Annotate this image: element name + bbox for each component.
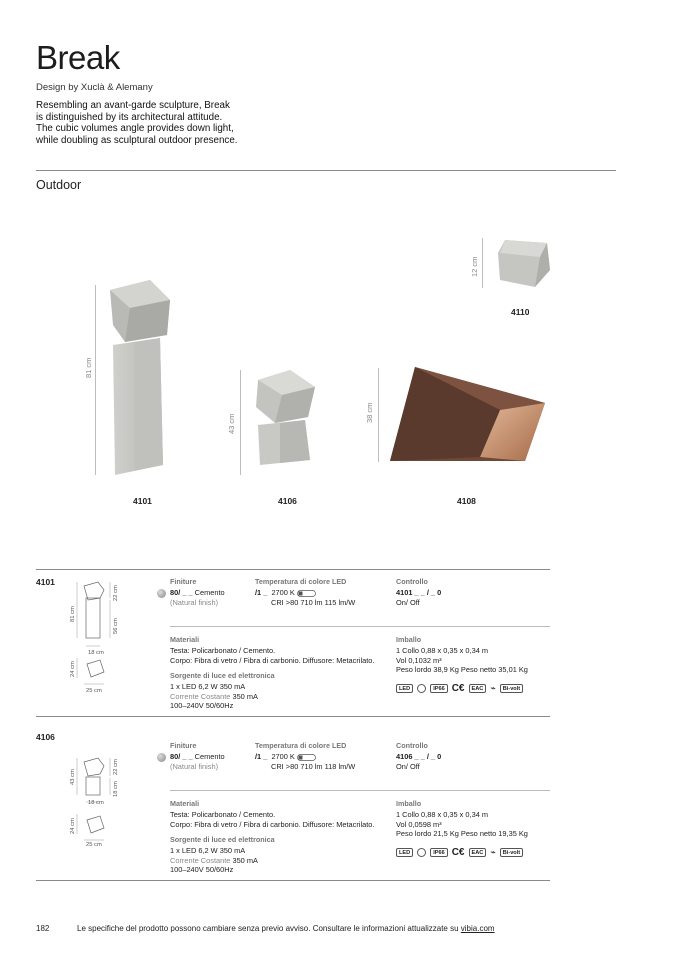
control-type: On/ Off [396, 598, 420, 607]
packaging-label: Imballo [396, 799, 422, 808]
finish-option [157, 752, 225, 762]
pack-line: 1 Collo 0,88 x 0,35 x 0,34 m [396, 810, 489, 819]
spec-divider [36, 716, 550, 717]
material-line: Corpo: Fibra di vetro / Fibra di carbonio. Diffusore: Metacrilato. [170, 655, 375, 665]
current-line [170, 692, 258, 702]
bivolt-badge: Bi-volt [500, 848, 523, 857]
globe-icon [417, 684, 426, 693]
materials-text [170, 810, 374, 829]
source-label: Sorgente di luce ed elettronica [170, 835, 275, 844]
height-label: 12 cm [470, 256, 479, 277]
finish-code: 80/ _ _ [170, 588, 193, 597]
led-strip-icon [297, 590, 321, 597]
color-temp [255, 752, 321, 762]
current-label: Corrente Costante [170, 691, 231, 701]
dim-head-width: 25 cm [86, 842, 102, 848]
description-line: Resembling an avant-garde sculpture, Break [36, 100, 230, 111]
product-description [36, 100, 296, 146]
ce-mark-icon: C€ [451, 847, 465, 859]
dim-head-height: 24 cm [70, 661, 76, 677]
cri-values: CRI >80 710 lm 118 lm/W [271, 762, 356, 771]
finish-note: (Natural finish) [170, 598, 219, 607]
control-code: 4106 _ _ / _ 0 [396, 752, 442, 761]
packaging-text [396, 646, 528, 675]
led-badge: LED [396, 684, 413, 693]
dim-body: 56 cm [113, 618, 119, 634]
ip-badge: IP66 [430, 684, 448, 693]
spec-inner-divider [170, 626, 550, 627]
ip-badge: IP66 [430, 848, 448, 857]
section-divider [36, 170, 616, 171]
eac-badge: EAC [469, 684, 487, 693]
color-temp-value: 2700 K [271, 752, 295, 761]
finish-label: Finiture [170, 577, 197, 586]
finish-name: Cemento [194, 588, 225, 597]
spec-divider [36, 880, 550, 881]
color-temp-label: Temperatura di colore LED [255, 577, 347, 586]
material-line: Corpo: Fibra di vetro / Fibra di carbonio. Diffusore: Metacrilato. [170, 819, 375, 829]
description-line: while doubling as sculptural outdoor presence. [36, 134, 238, 146]
materials-text [170, 646, 374, 665]
finish-option [157, 588, 225, 598]
dim-head: 22 cm [113, 759, 119, 775]
spec-code: 4101 [36, 577, 55, 587]
pack-line: Peso lordo 38,9 Kg Peso netto 35,01 Kg [396, 665, 528, 675]
voltage-line: 100–240V 50/60Hz [170, 701, 234, 711]
bivolt-badge: Bi-volt [500, 684, 523, 693]
footer-text: Le specifiche del prodotto possono cambiare senza previo avviso. Consultare le informazioni attualizzate su [77, 924, 459, 933]
eac-badge: EAC [469, 848, 487, 857]
source-text [170, 846, 258, 875]
spec-divider [36, 569, 550, 570]
control-type: On/ Off [396, 762, 420, 771]
footer-link[interactable]: vibia.com [460, 924, 495, 933]
material-line: Testa: Policarbonato / Cemento. [170, 810, 276, 819]
bollard-4106-image [250, 365, 320, 475]
bivolt-plug-icon: ⌁ [490, 847, 496, 858]
designer-credit: Design by Xuclà & Alemany [36, 82, 153, 93]
height-guide [482, 238, 483, 288]
product-code: 4108 [457, 496, 476, 506]
product-code: 4106 [278, 496, 297, 506]
height-label: 43 cm [227, 413, 236, 434]
section-title: Outdoor [36, 178, 82, 192]
product-code: 4101 [133, 496, 152, 506]
voltage-line: 100–240V 50/60Hz [170, 865, 234, 875]
cri-values: CRI >80 710 lm 115 lm/W [271, 598, 356, 607]
finish-swatch [157, 589, 166, 598]
finish-note: (Natural finish) [170, 762, 219, 771]
pack-line: Vol 0,1032 m³ [396, 655, 442, 665]
dim-total: 81 cm [70, 606, 76, 622]
spec-inner-divider [170, 790, 550, 791]
certification-badges [396, 680, 527, 698]
pack-line: Vol 0,0598 m³ [396, 819, 442, 829]
bivolt-plug-icon: ⌁ [490, 683, 496, 694]
description-line: The cubic volumes angle provides down light, [36, 123, 234, 135]
current-label: Corrente Costante [170, 855, 231, 865]
dim-width: 18 cm [88, 800, 104, 806]
materials-label: Materiali [170, 635, 200, 644]
description-line: is distinguished by its architectural attitude. [36, 111, 223, 123]
color-temp-code: /1 _ [255, 752, 268, 761]
color-temp-label: Temperatura di colore LED [255, 741, 347, 750]
height-guide [378, 368, 379, 462]
color-temp-code: /1 _ [255, 588, 268, 597]
page-number: 182 [36, 924, 50, 933]
dim-body: 18 cm [113, 781, 119, 797]
finish-label: Finiture [170, 741, 197, 750]
color-temp [255, 588, 321, 598]
wall-light-4110-image [495, 235, 555, 290]
materials-label: Materiali [170, 799, 200, 808]
pack-line: Peso lordo 21,5 Kg Peso netto 19,35 Kg [396, 829, 528, 839]
control-label: Controllo [396, 741, 428, 750]
dim-head-height: 24 cm [70, 818, 76, 834]
height-label: 81 cm [84, 357, 93, 378]
page-title: Break [36, 39, 120, 76]
finish-code: 80/ _ _ [170, 752, 193, 761]
pack-line: 1 Collo 0,88 x 0,35 x 0,34 m [396, 646, 489, 655]
height-guide [240, 370, 241, 475]
height-label: 38 cm [365, 402, 374, 423]
footer-note [77, 924, 495, 933]
dim-head: 22 cm [113, 585, 119, 601]
dim-width: 18 cm [88, 650, 104, 656]
source-text [170, 682, 258, 711]
product-code: 4110 [511, 307, 530, 317]
finish-name: Cemento [194, 752, 225, 761]
current-value: 350 mA [232, 691, 258, 701]
led-strip-icon [297, 754, 321, 761]
control-code: 4101 _ _ / _ 0 [396, 588, 442, 597]
packaging-text [396, 810, 528, 839]
packaging-label: Imballo [396, 635, 422, 644]
ce-mark-icon: C€ [451, 683, 465, 695]
current-value: 350 mA [232, 855, 258, 865]
globe-icon [417, 848, 426, 857]
source-line: 1 x LED 6,2 W 350 mA [170, 846, 246, 855]
product-gallery [0, 200, 677, 520]
certification-badges [396, 844, 527, 862]
bollard-4101-image [105, 280, 175, 480]
dim-head-width: 25 cm [86, 688, 102, 694]
control-label: Controllo [396, 577, 428, 586]
source-line: 1 x LED 6,2 W 350 mA [170, 682, 246, 691]
finish-swatch [157, 753, 166, 762]
spec-code: 4106 [36, 732, 55, 742]
bollard-4108-image [385, 365, 555, 465]
dim-total: 43 cm [70, 769, 76, 785]
height-guide [95, 285, 96, 475]
color-temp-value: 2700 K [271, 588, 295, 597]
material-line: Testa: Policarbonato / Cemento. [170, 646, 276, 655]
source-label: Sorgente di luce ed elettronica [170, 671, 275, 680]
current-line [170, 856, 258, 866]
led-badge: LED [396, 848, 413, 857]
